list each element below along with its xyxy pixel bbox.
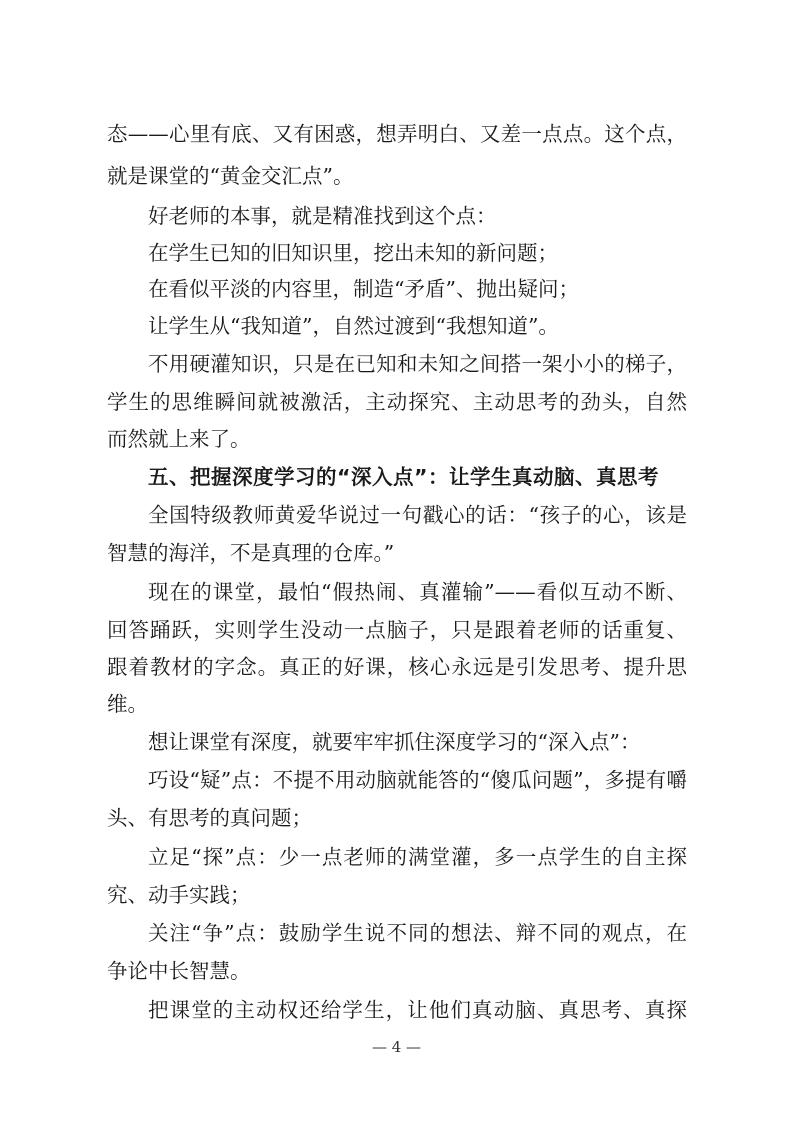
paragraph-line: 现在的课堂，最怕“假热闹、真灌输”——看似互动不断、 (148, 580, 687, 604)
paragraph-line: 智慧的海洋，不是真理的仓库。” (107, 541, 395, 565)
paragraph-line: 维。 (107, 692, 148, 716)
paragraph-line: 回答踊跃，实则学生没动一点脑子，只是跟着老师的话重复、 (107, 618, 687, 642)
paragraph-line: 究、动手实践； (107, 883, 251, 907)
paragraph-line: 在学生已知的旧知识里，挖出未知的新问题； (148, 241, 558, 265)
paragraph-line: 跟着教材的字念。真正的好课，核心永远是引发思考、提升思 (107, 655, 687, 679)
paragraph-line: 在看似平淡的内容里，制造“矛盾”、抛出疑问； (148, 277, 579, 301)
paragraph-line: 学生的思维瞬间就被激活，主动探究、主动思考的劲头，自然 (107, 390, 687, 414)
paragraph-line: 立足“探”点：少一点老师的满堂灌，多一点学生的自主探 (148, 845, 687, 869)
paragraph-line: 争论中长智慧。 (107, 959, 251, 983)
paragraph-line: 好老师的本事，就是精准找到这个点： (148, 204, 497, 228)
paragraph-line: 巧设“疑”点：不提不用动脑就能答的“傻瓜问题”，多提有嚼 (148, 768, 687, 792)
paragraph-line: 态——心里有底、又有困惑，想弄明白、又差一点点。这个点， (107, 122, 687, 146)
paragraph-line: 让学生从“我知道”，自然过渡到“我想知道”。 (148, 314, 559, 338)
page-number: — 4 — (371, 1038, 422, 1056)
paragraph-line: 而然就上来了。 (107, 427, 251, 451)
paragraph-line: 想让课堂有深度，就要牢牢抓住深度学习的“深入点”： (148, 730, 641, 754)
paragraph-line: 把课堂的主动权还给学生，让他们真动脑、真思考、真探 (148, 998, 687, 1022)
paragraph-line: 头、有思考的真问题； (107, 806, 312, 830)
paragraph-line: 全国特级教师黄爱华说过一句戳心的话：“孩子的心，该是 (148, 503, 687, 527)
paragraph-line: 不用硬灌知识，只是在已知和未知之间搭一架小小的梯子， (148, 352, 687, 376)
paragraph-line: 就是课堂的“黄金交汇点”。 (107, 164, 354, 188)
paragraph-line: 关注“争”点：鼓励学生说不同的想法、辩不同的观点，在 (148, 921, 687, 945)
section-heading: 五、把握深度学习的“深入点”：让学生真动脑、真思考 (148, 465, 659, 489)
